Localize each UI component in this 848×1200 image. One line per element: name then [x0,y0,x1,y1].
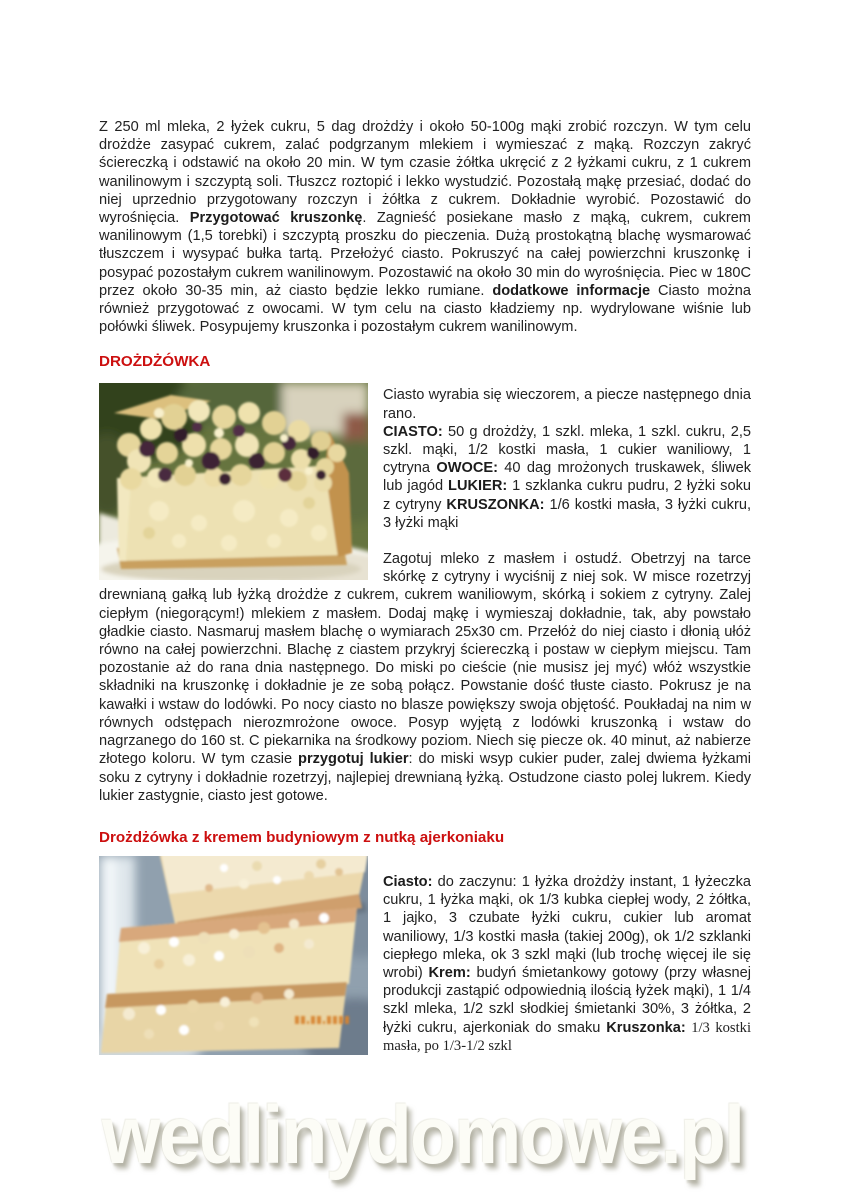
crumble-cake-slice-illustration [99,383,368,580]
intro-text-2: . Zagnieść posiekane masło z mąką, cukrem, cukrem wanilinowym (1,5 torebki) i szczyptą proszku do pieczenia. Dużą prostokątną blachę wysmarować tłuszczem i wysypać bułka tartą. Przełożyć ciasto. Pokruszyć na całej powierzchni kruszonkę i posypać pozostałym cukrem wanilinowym. Pozostawić na około 30 min do wyrośnięcia. Piec w 180C przez około 30-35 min, aż ciasto będzie lekko rumiane. [99,210,751,299]
label-ciasto-2: Ciasto: [383,873,433,890]
recipe1-heading: DROŻDŻÓWKA [99,353,211,371]
label-ciasto: CIASTO: [383,423,443,440]
instructions-text-2: : do miski wsyp cukier puder, zalej dwiema łyżkami soku z cytryny i dokładnie rozetrzyj, najlepiej drewnianą łyżką. Ostudzone ciasto polej lukrem. Kiedy lukier zastygnie, ciasto jest gotowe. [99,751,751,804]
label-kruszonka-2: Kruszonka: [606,1019,686,1036]
recipe2-section [99,856,751,1057]
label-owoce: OWOCE: [436,460,498,477]
recipe1-note: Ciasto wyrabia się wieczorem, a piecze następnego dnia rano. [383,387,751,422]
recipe1-section [99,383,751,804]
ingredients-krem: budyń śmietankowy gotowy (przy własnej produkcji zastąpić odpowiednią ilością łyżek mąki), 1 1/4 szkl mleka, 1/2 szkl słodkiej śmietanki 30%, 3 żółtka, 2 łyżki cukru, ajerkoniak do smaku [383,964,751,1036]
ingredients-ciasto: 50 g drożdży, 1 szkl. mleka, 1 szkl. cukru, 2,5 szkl. mąki, 1/2 kostki masła, 1 cukier waniliowy, 1 cytryna [383,423,751,477]
ingredients-lukier: 1 szklanka cukru pudru, 2 łyżki soku z cytryny [383,478,751,513]
label-lukier: LUKIER: [448,478,508,495]
recipe2-heading: Drożdżówka z kremem budyniowym z nutką ajerkoniaku [99,828,505,846]
intro-text-1: Z 250 ml mleka, 2 łyżek cukru, 5 dag drożdży i około 50-100g mąki zrobić rozczyn. W tym celu drożdże zasypać cukrem, zalać podgrzanym mlekiem i wymieszać z mąką. Rozczyn zakryć ściereczką i odstawić na około 20 min. W tym czasie żółtka ukręcić z 2 łyżkami cukru, z 1 cukrem wanilinowym i szczyptą soli. Tłuszcz roztopić i lekko wystudzić. Pozostałą mąkę przesiać, dodać do niej uprzednio przygotowany rozczyn i żółtka z cukrem. Dokładnie wyrobić. Pozostawić do wyrośnięcia. [99,119,751,227]
ingredients-kruszonka: 1/6 kostki masła, 3 łyżki cukru, 3 łyżki mąki [383,496,751,531]
instructions-bold-przygotuj-lukier: przygotuj lukier [298,751,409,768]
ingredients-kruszonka-2: 1/3 kostki masła, po 1/3-1/2 szkl [383,1019,751,1054]
recipe2-photo-stacked-cake-pieces [99,856,368,1055]
intro-text-3: Ciasto można również przygotować z owocami. W tym celu na ciasto kładziemy np. wydrylowane wiśnie lub połówki śliwek. Posypujemy kruszonka i pozostałym cukrem wanilinowym. [99,282,751,336]
intro-paragraph [99,118,751,336]
intro-bold-dodatkowe-informacje: dodatkowe informacje [492,282,651,299]
intro-bold-przygotowac-kruszonke: Przygotować kruszonkę [189,210,363,227]
label-krem: Krem: [428,964,471,981]
watermark-wedlinydomowe: wedlinydomowe.pl [102,1090,744,1181]
page-content [99,118,751,1057]
ingredients-ciasto-2: do zaczynu: 1 łyżka drożdży instant, 1 łyżeczka cukru, 1 łyżka mąki, ok 1/3 kubka ciepłej wody, 2 żółtka, 1 jajko, 3 czubate łyżki cukru, cukier lub aromat waniliowy, 1/3 kostki masła (takiej 200g), ok 1/2 szklanki ciepłego mleka, ok 3 szkl mąki (lub trochę więcej ile się wrobi) [383,873,751,981]
ingredients-owoce: 40 dag mrożonych truskawek, śliwek lub jagód [383,460,751,495]
recipe1-instructions [99,550,751,805]
recipe1-photo-crumble-cake-slice [99,383,368,580]
stacked-cake-pieces-illustration [99,856,368,1055]
label-kruszonka: KRUSZONKA: [446,496,545,513]
instructions-text-1: Zagotuj mleko z masłem i ostudź. Obetrzyj na tarce skórkę z cytryny i wyciśnij z niej sok. W misce rozetrzyj drewnianą gałką lub łyżką drożdże z cukrem, cukrem waniliowym, skórką i sokiem z cytryny. Zalej ciepłym (niegorącym!) mlekiem z masłem. Dodaj mąkę i wymieszaj dokładnie, tak, aby powstało gładkie ciasto. Nasmaruj masłem blachę o wymiarach 25x30 cm. Przełóż do niej ciasto i dłonią ułóż równo na całej powierzchni. Blachę z ciastem przykryj ściereczką i postaw w ciepłym miejscu. Tam pozostanie aż do rana dnia następnego. Do miski po cieście (nie musisz jej myć) włóż wszystkie składniki na kruszonkę i dokładnie je ze sobą połącz. Powstanie dość tłuste ciasto. Pokrusz je na kawałki i wstaw do lodówki. Po nocy ciasto no blasze powiększy swoja objętość. Poukładaj na nim w równych odstępach nierozmrożone owoce. Posyp wyjętą z lodówki kruszonką i wstaw do nagrzanego do 160 st. C piekarnika na środkowy poziom. Niech się piecze ok. 40 minut, aż nabierze złotego koloru. W tym czasie [99,551,751,768]
